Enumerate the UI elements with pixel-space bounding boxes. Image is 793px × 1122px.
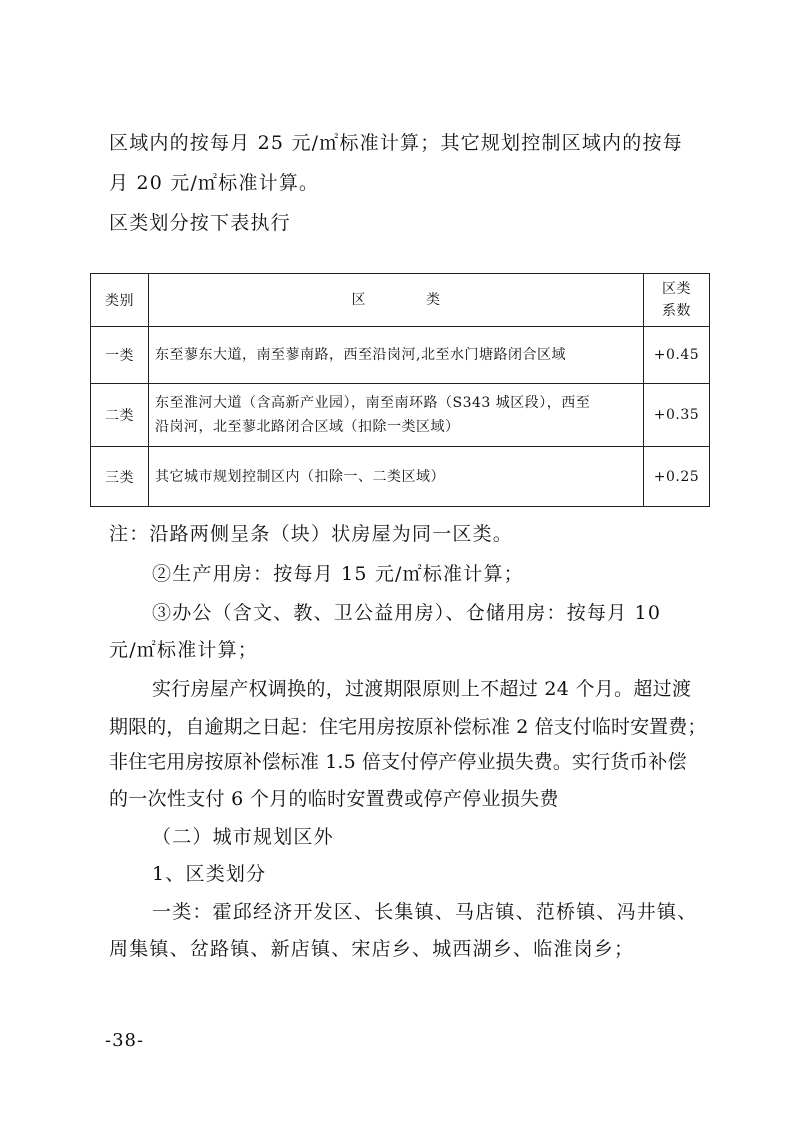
- section-heading: （二）城市规划区外: [152, 826, 334, 848]
- row-coefficient: +0.25: [644, 447, 710, 507]
- table-row: [91, 327, 710, 384]
- paragraph-line: 区域内的按每月 25 元/㎡标准计算；其它规划控制区域内的按每: [109, 132, 683, 154]
- subsection-heading: 1、区类划分: [152, 863, 267, 885]
- header-region-right: 类: [426, 292, 441, 308]
- table-note: 注：沿路两侧呈条（块）状房屋为同一区类。: [109, 523, 514, 545]
- row-region-line: 其它城市规划控制区内（扣除一、二类区域）: [155, 468, 445, 485]
- row-coefficient: +0.45: [644, 327, 710, 384]
- paragraph-line: 非住宅用房按原补偿标准 1.5 倍支付停产停业损失费。实行货币补偿: [109, 751, 687, 773]
- header-coefficient: [644, 274, 710, 327]
- paragraph-line: 实行房屋产权调换的，过渡期限原则上不超过 24 个月。超过渡: [152, 678, 692, 700]
- page-number: -38-: [105, 1030, 145, 1051]
- header-category: 类别: [91, 274, 149, 327]
- region-class-table: [90, 273, 710, 507]
- header-region: [149, 274, 644, 327]
- paragraph-line: 一类：霍邱经济开发区、长集镇、马店镇、范桥镇、冯井镇、: [152, 901, 698, 923]
- header-coef-line1: 区类: [662, 281, 691, 297]
- paragraph-line: 的一次性支付 6 个月的临时安置费或停产停业损失费: [109, 788, 559, 810]
- paragraph-line: 元/㎡标准计算；: [109, 639, 259, 661]
- table-row: [91, 384, 710, 447]
- header-region-left: 区: [351, 292, 366, 308]
- row-category: 一类: [91, 327, 149, 384]
- row-region: [149, 327, 644, 384]
- paragraph-line: 月 20 元/㎡标准计算。: [109, 172, 320, 194]
- paragraph-line: 期限的，自逾期之日起：住宅用房按原补偿标准 2 倍支付临时安置费；: [109, 716, 707, 738]
- header-coef-line2: 系数: [662, 303, 691, 319]
- row-coefficient: +0.35: [644, 384, 710, 447]
- row-region-line: 沿岗河，北至蓼北路闭合区域（扣除一类区域）: [155, 419, 460, 435]
- table-row: [91, 447, 710, 507]
- row-category: 三类: [91, 447, 149, 507]
- row-region: [149, 384, 644, 447]
- paragraph-line: ②生产用房：按每月 15 元/㎡标准计算；: [152, 563, 524, 585]
- row-region: [149, 447, 644, 507]
- row-region-line: 东至蓼东大道，南至蓼南路，西至沿岗河,北至水门塘路闭合区域: [155, 347, 566, 363]
- table-header-row: [91, 274, 710, 327]
- row-region-line: 东至淮河大道（含高新产业园），南至南环路（S343 城区段），西至: [155, 395, 591, 411]
- row-category: 二类: [91, 384, 149, 447]
- table-intro: 区类划分按下表执行: [109, 212, 291, 234]
- paragraph-line: ③办公（含文、教、卫公益用房）、仓储用房：按每月 10: [152, 602, 662, 624]
- paragraph-line: 周集镇、岔路镇、新店镇、宋店乡、城西湖乡、临淮岗乡；: [109, 938, 635, 960]
